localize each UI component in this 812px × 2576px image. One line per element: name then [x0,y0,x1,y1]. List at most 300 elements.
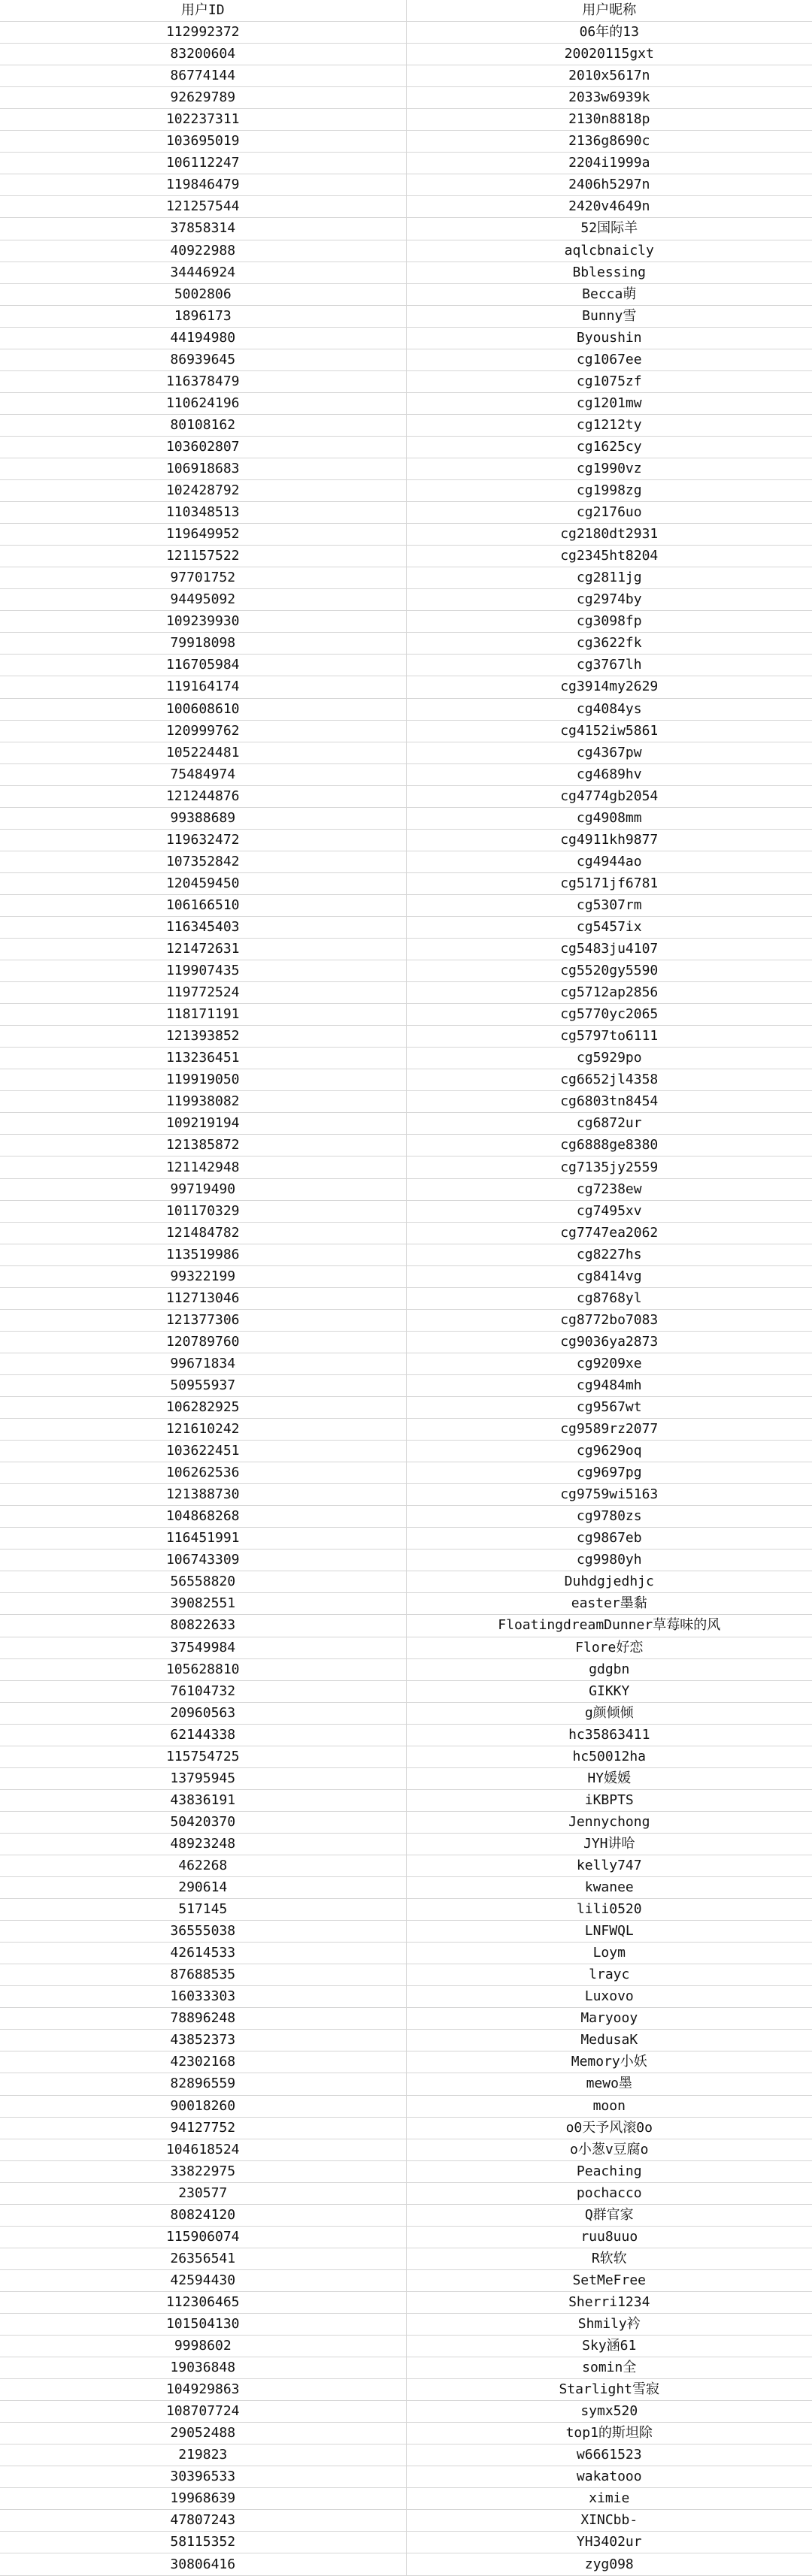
nickname-cell: top1的斯坦除 [406,2423,812,2444]
table-row [0,2248,812,2269]
user-id-cell: 79918098 [0,633,406,655]
table-row [0,2291,812,2313]
nickname-cell: SetMeFree [406,2269,812,2291]
table-row [0,414,812,436]
user-id-cell: 42302168 [0,2051,406,2073]
table-row [0,65,812,87]
table-row [0,1441,812,1462]
user-id-cell: 116345403 [0,916,406,938]
table-row [0,1135,812,1156]
user-id-cell: 121157522 [0,546,406,567]
user-id-cell: 102237311 [0,109,406,131]
table-row [0,2160,812,2182]
user-id-cell: 47807243 [0,2510,406,2532]
table-row [0,502,812,524]
table-row [0,1484,812,1506]
table-row [0,1178,812,1200]
user-id-cell: 106262536 [0,1462,406,1484]
table-row [0,1462,812,1484]
table-row [0,2553,812,2575]
user-id-cell: 121610242 [0,1419,406,1441]
table-row [0,2095,812,2117]
user-id-cell: 82896559 [0,2073,406,2095]
user-id-cell: 113236451 [0,1048,406,1069]
user-id-cell: 112713046 [0,1287,406,1309]
table-row [0,611,812,633]
nickname-cell: cg4944ao [406,851,812,872]
user-id-cell: 58115352 [0,2532,406,2553]
nickname-cell: Q群官家 [406,2204,812,2226]
nickname-cell: lili0520 [406,1899,812,1921]
nickname-cell: pochacco [406,2182,812,2204]
user-id-cell: 92629789 [0,87,406,109]
nickname-cell: cg3098fp [406,611,812,633]
user-id-cell: 42594430 [0,2269,406,2291]
user-id-cell: 39082551 [0,1593,406,1615]
nickname-cell: cg1075zf [406,370,812,392]
user-id-cell: 121142948 [0,1156,406,1178]
user-id-cell: 26356541 [0,2248,406,2269]
table-row [0,1200,812,1222]
user-id-cell: 103622451 [0,1441,406,1462]
nickname-cell: o0天予风滚0o [406,2117,812,2139]
user-id-cell: 115754725 [0,1746,406,1767]
nickname-cell: cg9697pg [406,1462,812,1484]
user-id-cell: 119907435 [0,960,406,982]
table-row [0,742,812,763]
nickname-cell: cg9780zs [406,1506,812,1528]
nickname-cell: cg9036ya2873 [406,1331,812,1353]
table-row [0,131,812,153]
table-row [0,2379,812,2401]
user-id-cell: 118171191 [0,1004,406,1026]
nickname-cell: cg9980yh [406,1550,812,1571]
nickname-cell: moon [406,2095,812,2117]
user-id-cell: 40922988 [0,240,406,262]
table-row [0,1506,812,1528]
table-row [0,2269,812,2291]
nickname-cell: cg9589rz2077 [406,1419,812,1441]
nickname-cell: Shmily衿 [406,2313,812,2335]
user-id-cell: 37549984 [0,1637,406,1658]
table-row [0,262,812,283]
table-row [0,174,812,196]
user-id-cell: 105628810 [0,1658,406,1680]
user-id-cell: 116705984 [0,655,406,676]
table-row [0,458,812,479]
user-id-cell: 121244876 [0,785,406,807]
nickname-cell: 2136g8690c [406,131,812,153]
nickname-cell: cg1625cy [406,436,812,458]
user-id-cell: 80822633 [0,1615,406,1637]
table-row [0,392,812,414]
user-id-cell: 20960563 [0,1702,406,1724]
user-id-cell: 56558820 [0,1571,406,1593]
nickname-cell: w6661523 [406,2444,812,2466]
user-id-cell: 290614 [0,1877,406,1899]
user-id-cell: 99388689 [0,807,406,829]
nickname-cell: cg3622fk [406,633,812,655]
table-row [0,872,812,894]
user-id-cell: 83200604 [0,44,406,65]
table-row [0,2204,812,2226]
nickname-cell: 2010x5617n [406,65,812,87]
table-row [0,1069,812,1091]
nickname-cell: cg6888ge8380 [406,1135,812,1156]
nickname-cell: cg5929po [406,1048,812,1069]
table-row [0,2488,812,2510]
nickname-cell: cg5307rm [406,894,812,916]
table-row [0,1265,812,1287]
table-row [0,1048,812,1069]
table-row [0,196,812,218]
user-id-cell: 106166510 [0,894,406,916]
table-row [0,2336,812,2357]
user-id-cell: 112992372 [0,22,406,44]
table-row [0,1091,812,1113]
nickname-cell: cg1998zg [406,480,812,502]
table-row [0,524,812,546]
nickname-cell: hc35863411 [406,1724,812,1746]
nickname-cell: cg3767lh [406,655,812,676]
header-row [0,0,812,22]
table-row [0,1767,812,1789]
nickname-cell: Duhdgjedhjc [406,1571,812,1593]
nickname-cell: hc50012ha [406,1746,812,1767]
table-row [0,436,812,458]
table-row [0,633,812,655]
user-id-cell: 121257544 [0,196,406,218]
user-id-cell: 115906074 [0,2226,406,2248]
table-row [0,1724,812,1746]
nickname-cell: somin全 [406,2357,812,2379]
nickname-cell: cg7747ea2062 [406,1222,812,1244]
user-id-cell: 103602807 [0,436,406,458]
nickname-cell: cg9484mh [406,1374,812,1396]
table-row [0,1637,812,1658]
table-row [0,2313,812,2335]
user-id-cell: 33822975 [0,2160,406,2182]
nickname-cell: cg7495xv [406,1200,812,1222]
user-id-cell: 116451991 [0,1528,406,1550]
user-id-cell: 86774144 [0,65,406,87]
nickname-cell: cg9629oq [406,1441,812,1462]
user-id-cell: 80824120 [0,2204,406,2226]
nickname-cell: 2420v4649n [406,196,812,218]
user-id-cell: 62144338 [0,1724,406,1746]
nickname-cell: cg9209xe [406,1353,812,1374]
nickname-cell: cg4084ys [406,698,812,720]
table-row [0,2401,812,2423]
user-id-cell: 1896173 [0,305,406,327]
table-row [0,1811,812,1833]
nickname-cell: cg5520gy5590 [406,960,812,982]
table-row [0,1658,812,1680]
user-id-cell: 119919050 [0,1069,406,1091]
nickname-cell: cg9759wi5163 [406,1484,812,1506]
user-id-cell: 99671834 [0,1353,406,1374]
nickname-cell: mewo墨 [406,2073,812,2095]
user-id-cell: 119772524 [0,982,406,1004]
user-id-cell: 103695019 [0,131,406,153]
table-row [0,2073,812,2095]
table-row [0,807,812,829]
table-row [0,1702,812,1724]
user-id-cell: 121385872 [0,1135,406,1156]
user-id-cell: 80108162 [0,414,406,436]
user-id-cell: 94495092 [0,589,406,611]
table-row [0,720,812,742]
nickname-cell: cg5712ap2856 [406,982,812,1004]
nickname-cell: FloatingdreamDunner草莓味的风 [406,1615,812,1637]
nickname-cell: Sky涵61 [406,2336,812,2357]
nickname-cell: Flore好恋 [406,1637,812,1658]
table-row [0,1964,812,1986]
user-id-cell: 119649952 [0,524,406,546]
user-id-cell: 36555038 [0,1921,406,1943]
table-row [0,1156,812,1178]
table-row [0,567,812,589]
table-row [0,894,812,916]
user-id-cell: 106743309 [0,1550,406,1571]
nickname-cell: 2406h5297n [406,174,812,196]
table-row [0,1833,812,1855]
user-id-cell: 99719490 [0,1178,406,1200]
nickname-cell: YH3402ur [406,2532,812,2553]
nickname-cell: ruu8uuo [406,2226,812,2248]
table-row [0,1789,812,1811]
nickname-header: 用户昵称 [406,0,812,22]
table-row [0,153,812,174]
user-id-cell: 116378479 [0,370,406,392]
table-row [0,1331,812,1353]
nickname-cell: cg9567wt [406,1397,812,1419]
nickname-cell: 06年的13 [406,22,812,44]
nickname-cell: Peaching [406,2160,812,2182]
user-id-cell: 42614533 [0,1943,406,1964]
table-row [0,240,812,262]
user-id-cell: 120789760 [0,1331,406,1353]
nickname-cell: 2130n8818p [406,109,812,131]
nickname-cell: cg6872ur [406,1113,812,1135]
table-row [0,1353,812,1374]
table-body [0,22,812,2575]
table-row [0,1244,812,1265]
nickname-cell: 2033w6939k [406,87,812,109]
nickname-cell: ximie [406,2488,812,2510]
table-row [0,785,812,807]
table-row [0,1287,812,1309]
user-id-cell: 75484974 [0,763,406,785]
user-id-cell: 50420370 [0,1811,406,1833]
nickname-cell: cg2974by [406,589,812,611]
nickname-cell: o小葱v豆腐o [406,2139,812,2160]
user-id-cell: 121393852 [0,1026,406,1048]
nickname-cell: Luxovo [406,1986,812,2008]
table-row [0,218,812,240]
user-id-cell: 104929863 [0,2379,406,2401]
table-row [0,2357,812,2379]
nickname-cell: cg6652jl4358 [406,1069,812,1091]
nickname-cell: gdgbn [406,1658,812,1680]
user-id-cell: 106112247 [0,153,406,174]
table-row [0,2139,812,2160]
user-id-cell: 16033303 [0,1986,406,2008]
nickname-cell: Loym [406,1943,812,1964]
nickname-cell: Memory小妖 [406,2051,812,2073]
table-row [0,1943,812,1964]
table-row [0,1419,812,1441]
user-id-cell: 121377306 [0,1309,406,1331]
table-row [0,1374,812,1396]
user-id-cell: 121388730 [0,1484,406,1506]
table-row [0,2051,812,2073]
user-id-cell: 94127752 [0,2117,406,2139]
table-row [0,1877,812,1899]
user-id-cell: 87688535 [0,1964,406,1986]
nickname-cell: cg1067ee [406,349,812,370]
nickname-cell: kelly747 [406,1855,812,1876]
nickname-cell: Starlight雪寂 [406,2379,812,2401]
nickname-cell: 2204i1999a [406,153,812,174]
nickname-cell: aqlcbnaicly [406,240,812,262]
user-id-cell: 102428792 [0,480,406,502]
table-row [0,327,812,349]
table-row [0,1222,812,1244]
nickname-cell: XINCbb- [406,2510,812,2532]
user-id-cell: 109239930 [0,611,406,633]
user-id-cell: 104868268 [0,1506,406,1528]
user-id-cell: 119164174 [0,676,406,698]
table-row [0,2444,812,2466]
table-row [0,2008,812,2030]
user-id-cell: 517145 [0,1899,406,1921]
nickname-cell: LNFWQL [406,1921,812,1943]
user-id-cell: 43836191 [0,1789,406,1811]
table-row [0,283,812,305]
user-id-cell: 113519986 [0,1244,406,1265]
user-id-cell: 50955937 [0,1374,406,1396]
user-id-cell: 90018260 [0,2095,406,2117]
nickname-cell: cg8227hs [406,1244,812,1265]
user-id-cell: 462268 [0,1855,406,1876]
table-row [0,2532,812,2553]
nickname-cell: cg2345ht8204 [406,546,812,567]
table-row [0,851,812,872]
nickname-cell: cg4367pw [406,742,812,763]
table-row [0,480,812,502]
user-id-cell: 119632472 [0,829,406,851]
user-id-cell: 121484782 [0,1222,406,1244]
user-id-cell: 13795945 [0,1767,406,1789]
user-id-cell: 19968639 [0,2488,406,2510]
nickname-cell: g颜倾倾 [406,1702,812,1724]
user-id-cell: 43852373 [0,2030,406,2051]
user-id-cell: 121472631 [0,939,406,960]
table-row [0,2182,812,2204]
user-id-cell: 219823 [0,2444,406,2466]
nickname-cell: Sherri1234 [406,2291,812,2313]
nickname-cell: Maryooy [406,2008,812,2030]
table-row [0,1899,812,1921]
user-id-cell: 37858314 [0,218,406,240]
table-row [0,2030,812,2051]
table-row [0,2510,812,2532]
user-id-cell: 101170329 [0,1200,406,1222]
table-row [0,1855,812,1876]
nickname-cell: cg5797to6111 [406,1026,812,1048]
table-row [0,2226,812,2248]
user-id-cell: 101504130 [0,2313,406,2335]
nickname-cell: MedusaK [406,2030,812,2051]
user-id-cell: 110348513 [0,502,406,524]
table-row [0,698,812,720]
table-row [0,676,812,698]
table-row [0,2423,812,2444]
table-row [0,1593,812,1615]
nickname-cell: easter墨黏 [406,1593,812,1615]
table-row [0,1026,812,1048]
user-id-cell: 5002806 [0,283,406,305]
user-id-cell: 48923248 [0,1833,406,1855]
table-row [0,44,812,65]
nickname-cell: cg1212ty [406,414,812,436]
table-row [0,87,812,109]
nickname-cell: symx520 [406,2401,812,2423]
table-row [0,1921,812,1943]
user-id-cell: 34446924 [0,262,406,283]
nickname-cell: cg9867eb [406,1528,812,1550]
user-id-cell: 104618524 [0,2139,406,2160]
nickname-cell: cg4774gb2054 [406,785,812,807]
nickname-cell: cg2176uo [406,502,812,524]
table-row [0,916,812,938]
table-row [0,1309,812,1331]
user-id-header: 用户ID [0,0,406,22]
user-id-cell: 9998602 [0,2336,406,2357]
table-row [0,1550,812,1571]
user-id-cell: 119846479 [0,174,406,196]
user-id-cell: 119938082 [0,1091,406,1113]
nickname-cell: 20020115gxt [406,44,812,65]
user-id-cell: 112306465 [0,2291,406,2313]
table-row [0,1004,812,1026]
user-id-cell: 105224481 [0,742,406,763]
user-id-cell: 108707724 [0,2401,406,2423]
nickname-cell: lrayc [406,1964,812,1986]
user-id-cell: 110624196 [0,392,406,414]
table-row [0,982,812,1004]
table-row [0,546,812,567]
nickname-cell: cg4911kh9877 [406,829,812,851]
table-row [0,939,812,960]
nickname-cell: iKBPTS [406,1789,812,1811]
table-row [0,1615,812,1637]
nickname-cell: Becca萌 [406,283,812,305]
nickname-cell: cg5770yc2065 [406,1004,812,1026]
table-row [0,22,812,44]
user-id-cell: 109219194 [0,1113,406,1135]
nickname-cell: cg4689hv [406,763,812,785]
table-row [0,370,812,392]
user-id-cell: 100608610 [0,698,406,720]
nickname-cell: cg2180dt2931 [406,524,812,546]
nickname-cell: cg7238ew [406,1178,812,1200]
user-id-cell: 86939645 [0,349,406,370]
nickname-cell: cg8772bo7083 [406,1309,812,1331]
table-row [0,1397,812,1419]
user-id-cell: 106918683 [0,458,406,479]
